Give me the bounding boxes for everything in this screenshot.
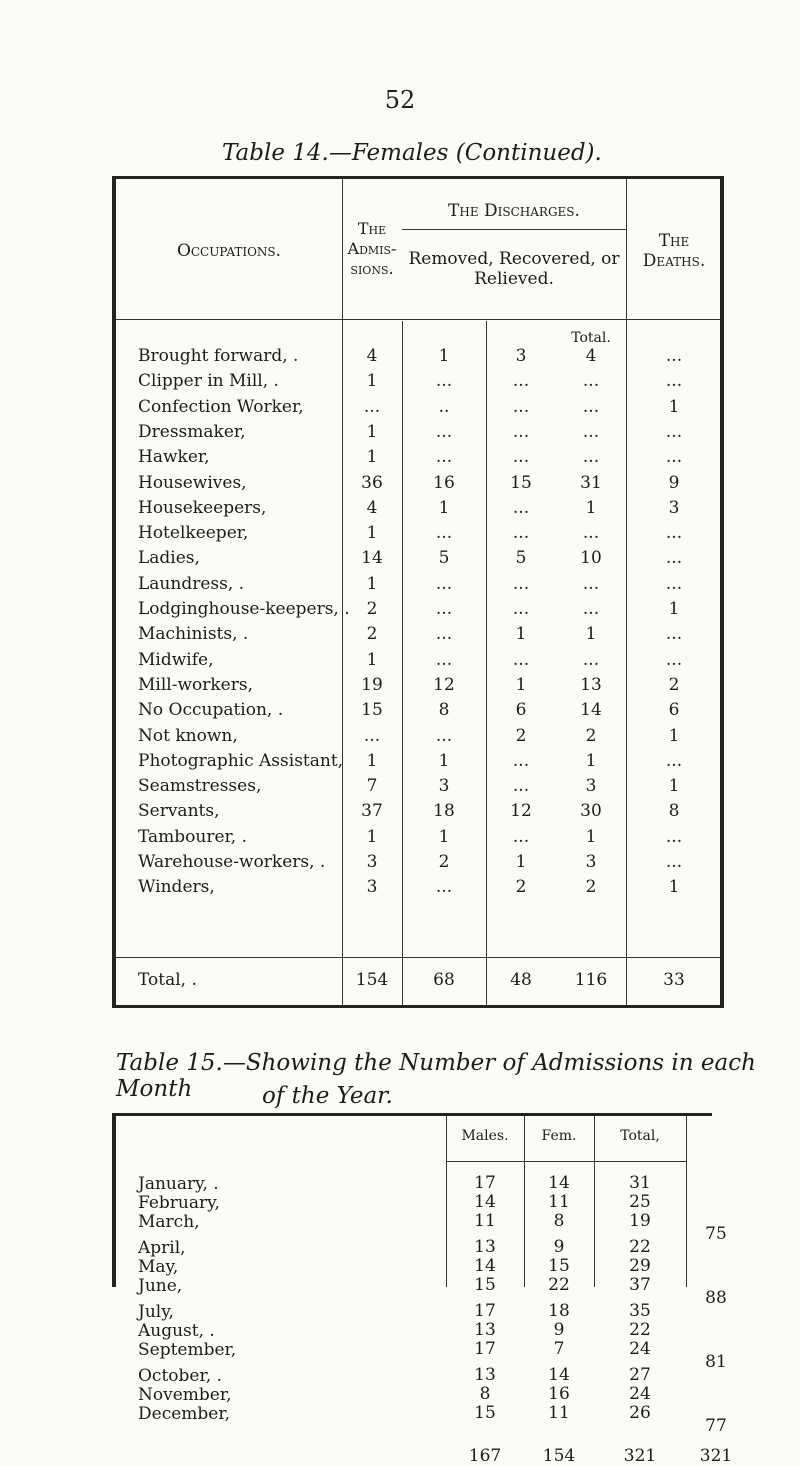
- table-cell-removed: ...: [435, 421, 453, 442]
- month-label: August, .: [138, 1321, 215, 1341]
- table-cell-adm: 36: [361, 472, 383, 493]
- total-cell: 25: [629, 1192, 651, 1212]
- table-cell-recovered: ...: [512, 649, 530, 670]
- header-deaths: The Deaths.: [642, 231, 706, 271]
- occupation-label: Ladies,: [138, 548, 200, 569]
- table-cell-deaths: ...: [665, 573, 683, 594]
- table-cell-adm: 1: [366, 447, 378, 468]
- males-cell: 15: [474, 1403, 496, 1423]
- table-cell-recovered: 2: [515, 877, 527, 898]
- table-cell-relieved: 14: [580, 700, 602, 721]
- males-cell: 13: [474, 1320, 496, 1340]
- table-cell-removed: 1: [438, 750, 450, 771]
- page-number: 52: [384, 86, 416, 114]
- table-cell-deaths: ...: [665, 421, 683, 442]
- total-cell-removed: 68: [433, 970, 455, 990]
- table-cell-relieved: 1: [585, 497, 597, 518]
- month-label: September,: [138, 1340, 237, 1360]
- table-cell-deaths: 1: [668, 877, 680, 898]
- occupation-label: Brought forward, .: [138, 346, 299, 366]
- header-occupations: Occupations.: [176, 241, 282, 261]
- total-cell: 22: [629, 1320, 651, 1340]
- occupation-label: Tambourer, .: [138, 826, 247, 847]
- table-cell-adm: 1: [366, 750, 378, 771]
- table-cell-relieved: ...: [582, 396, 600, 417]
- header-discharges: The Discharges.: [448, 201, 580, 221]
- quarter-total: 75: [705, 1224, 727, 1244]
- table-cell-deaths: ...: [665, 852, 683, 872]
- total-cell: 35: [629, 1301, 651, 1321]
- table-cell-deaths: 1: [668, 396, 680, 417]
- header-rule: [116, 319, 720, 320]
- males-cell: 8: [479, 1384, 491, 1404]
- table-cell-adm: 15: [361, 700, 383, 721]
- total-cell-adm: 154: [355, 970, 389, 990]
- table-cell-adm: 14: [361, 548, 383, 569]
- occupation-label: Warehouse-workers, .: [138, 852, 326, 872]
- fem-cell: 15: [548, 1256, 570, 1276]
- total-cell: 27: [629, 1365, 651, 1385]
- fem-cell: 7: [553, 1339, 565, 1359]
- table-15: [112, 1113, 733, 1466]
- table-cell-deaths: ...: [665, 346, 683, 366]
- fem-cell: 9: [553, 1320, 565, 1340]
- table-cell-adm: 4: [366, 497, 378, 518]
- month-label: October, .: [138, 1366, 222, 1386]
- table-cell-recovered: ...: [512, 523, 530, 544]
- occupation-label: Mill-workers,: [138, 674, 253, 695]
- table-14: [112, 176, 724, 1008]
- table-cell-deaths: ...: [665, 523, 683, 544]
- occupation-label: Lodginghouse-keepers, .: [138, 599, 350, 619]
- table-cell-relieved: 2: [585, 877, 597, 898]
- table-cell-removed: 1: [438, 826, 450, 847]
- table-cell-adm: 1: [366, 649, 378, 670]
- month-label: April,: [138, 1238, 186, 1258]
- month-label: January, .: [138, 1174, 219, 1194]
- header-admissions: The Admis-sions.: [347, 219, 397, 278]
- table14-caption: Table 14.—Females (Continued).: [222, 140, 602, 166]
- table-cell-removed: 1: [438, 497, 450, 518]
- table15-caption-line1: Table 15.—Showing the Number of Admissions in each Month: [116, 1050, 756, 1102]
- header-males: Males.: [461, 1128, 509, 1144]
- grand-total: 321: [623, 1446, 657, 1466]
- table-cell-relieved: ...: [582, 447, 600, 468]
- header-fem: Fem.: [541, 1128, 577, 1144]
- table-cell-adm: 3: [366, 877, 378, 898]
- table-cell-deaths: 1: [668, 599, 680, 619]
- males-cell: 17: [474, 1173, 496, 1193]
- table-cell-adm: 2: [366, 624, 378, 645]
- fem-total: 154: [542, 1446, 576, 1466]
- fem-cell: 9: [553, 1237, 565, 1257]
- table-cell-relieved: 1: [585, 826, 597, 847]
- males-cell: 14: [474, 1192, 496, 1212]
- occupation-label: Dressmaker,: [138, 421, 246, 442]
- table15-caption-line2: of the Year.: [262, 1083, 393, 1109]
- table-cell-adm: 1: [366, 421, 378, 442]
- total-cell-relieved: 116: [574, 970, 608, 990]
- table-cell-removed: ...: [435, 649, 453, 670]
- table-cell-removed: ...: [435, 725, 453, 746]
- total-label: Total, .: [138, 970, 197, 990]
- total-rule: [116, 957, 720, 958]
- table-cell-recovered: 12: [510, 801, 532, 822]
- table-cell-recovered: 1: [515, 674, 527, 695]
- occupation-label: Not known,: [138, 725, 238, 746]
- table-cell-adm: ...: [363, 396, 381, 417]
- table-cell-removed: ...: [435, 877, 453, 898]
- quarter-total: 81: [705, 1352, 727, 1372]
- males-cell: 17: [474, 1301, 496, 1321]
- table-cell-adm: ...: [363, 725, 381, 746]
- total-cell: 24: [629, 1339, 651, 1359]
- table-cell-recovered: ...: [512, 750, 530, 771]
- header-rule: [446, 1161, 686, 1162]
- table-cell-removed: ...: [435, 573, 453, 594]
- column-rule: [626, 321, 627, 1005]
- table-cell-recovered: ...: [512, 447, 530, 468]
- quarter-total: 88: [705, 1288, 727, 1308]
- males-cell: 13: [474, 1237, 496, 1257]
- total-cell: 22: [629, 1237, 651, 1257]
- table-cell-deaths: 6: [668, 700, 680, 721]
- table-cell-relieved: 3: [585, 852, 597, 872]
- occupation-label: Laundress, .: [138, 573, 245, 594]
- table-cell-removed: ...: [435, 523, 453, 544]
- table-cell-recovered: 6: [515, 700, 527, 721]
- males-cell: 14: [474, 1256, 496, 1276]
- table-cell-removed: ...: [435, 624, 453, 645]
- table-cell-removed: ...: [435, 447, 453, 468]
- occupation-label: Housekeepers,: [138, 497, 267, 518]
- total-cell: 26: [629, 1403, 651, 1423]
- occupation-label: Confection Worker,: [138, 396, 304, 417]
- quarter-total: 77: [705, 1416, 727, 1436]
- table-cell-relieved: 2: [585, 725, 597, 746]
- table-cell-relieved: ...: [582, 599, 600, 619]
- table-cell-adm: 2: [366, 599, 378, 619]
- fem-cell: 11: [548, 1192, 570, 1212]
- quarters-total: 321: [699, 1446, 733, 1466]
- table-cell-adm: 1: [366, 523, 378, 544]
- column-rule: [342, 179, 343, 1005]
- total-cell: 37: [629, 1275, 651, 1295]
- table-cell-recovered: 1: [515, 624, 527, 645]
- header-total: Total,: [620, 1128, 660, 1144]
- table-cell-adm: 3: [366, 852, 378, 872]
- table-cell-deaths: ...: [665, 624, 683, 645]
- table-cell-relieved: ...: [582, 573, 600, 594]
- occupation-label: Servants,: [138, 801, 220, 822]
- males-total: 167: [468, 1446, 502, 1466]
- table-cell-removed: 3: [438, 776, 450, 797]
- table-cell-removed: 16: [433, 472, 455, 493]
- table-cell-relieved: ...: [582, 421, 600, 442]
- table-cell-recovered: ...: [512, 421, 530, 442]
- table-cell-removed: ...: [435, 599, 453, 619]
- occupation-label: Hotelkeeper,: [138, 523, 249, 544]
- table-cell-relieved: 4: [585, 346, 597, 366]
- month-label: March,: [138, 1212, 200, 1232]
- occupation-label: Midwife,: [138, 649, 214, 670]
- table-cell-recovered: ...: [512, 396, 530, 417]
- table-cell-deaths: ...: [665, 548, 683, 569]
- table-cell-recovered: 2: [515, 725, 527, 746]
- occupation-label: Hawker,: [138, 447, 210, 468]
- occupation-label: Winders,: [138, 877, 215, 898]
- table-cell-recovered: ...: [512, 371, 530, 392]
- table-cell-removed: 1: [438, 346, 450, 366]
- table-cell-adm: 1: [366, 371, 378, 392]
- fem-cell: 22: [548, 1275, 570, 1295]
- males-cell: 15: [474, 1275, 496, 1295]
- table-cell-deaths: ...: [665, 649, 683, 670]
- table-cell-recovered: 1: [515, 852, 527, 872]
- month-label: June,: [138, 1276, 183, 1296]
- table-cell-relieved: 31: [580, 472, 602, 493]
- table-cell-recovered: 15: [510, 472, 532, 493]
- males-cell: 17: [474, 1339, 496, 1359]
- occupation-label: Machinists, .: [138, 624, 249, 645]
- table-cell-recovered: ...: [512, 776, 530, 797]
- fem-cell: 14: [548, 1173, 570, 1193]
- table-cell-adm: 19: [361, 674, 383, 695]
- column-rule: [686, 1116, 687, 1287]
- occupation-label: Clipper in Mill, .: [138, 371, 279, 392]
- table-cell-adm: 1: [366, 826, 378, 847]
- table-cell-deaths: ...: [665, 750, 683, 771]
- table-cell-deaths: ...: [665, 371, 683, 392]
- table-cell-removed: 5: [438, 548, 450, 569]
- total-cell-recovered: 48: [510, 970, 532, 990]
- table-cell-relieved: ...: [582, 649, 600, 670]
- month-label: July,: [138, 1302, 174, 1322]
- fem-cell: 11: [548, 1403, 570, 1423]
- total-cell: 31: [629, 1173, 651, 1193]
- table-cell-adm: 4: [366, 346, 378, 366]
- table-cell-relieved: ...: [582, 523, 600, 544]
- table-cell-deaths: 8: [668, 801, 680, 822]
- table-cell-recovered: 3: [515, 346, 527, 366]
- table-cell-relieved: 1: [585, 624, 597, 645]
- table-cell-deaths: 3: [668, 497, 680, 518]
- table-cell-deaths: 2: [668, 674, 680, 695]
- table-cell-deaths: 1: [668, 725, 680, 746]
- table-cell-deaths: ...: [665, 826, 683, 847]
- fem-cell: 18: [548, 1301, 570, 1321]
- table-cell-removed: ...: [435, 371, 453, 392]
- occupation-label: Photographic Assistant,: [138, 750, 344, 771]
- table-cell-recovered: ...: [512, 826, 530, 847]
- table-cell-deaths: ...: [665, 447, 683, 468]
- month-label: December,: [138, 1404, 230, 1424]
- table-cell-adm: 7: [366, 776, 378, 797]
- table-cell-recovered: ...: [512, 599, 530, 619]
- table-cell-recovered: 5: [515, 548, 527, 569]
- month-label: May,: [138, 1257, 179, 1277]
- table-cell-deaths: 9: [668, 472, 680, 493]
- table-cell-relieved: 10: [580, 548, 602, 569]
- table-cell-relieved: 1: [585, 750, 597, 771]
- occupation-label: Housewives,: [138, 472, 247, 493]
- month-label: February,: [138, 1193, 220, 1213]
- occupation-label: No Occupation, .: [138, 700, 284, 721]
- total-cell: 29: [629, 1256, 651, 1276]
- table-cell-deaths: 1: [668, 776, 680, 797]
- males-cell: 13: [474, 1365, 496, 1385]
- header-removed: Removed, Recovered, or Relieved.: [408, 249, 620, 289]
- table-cell-removed: 2: [438, 852, 450, 872]
- table-cell-relieved: ...: [582, 371, 600, 392]
- table-cell-removed: 18: [433, 801, 455, 822]
- table-cell-removed: 12: [433, 674, 455, 695]
- fem-cell: 8: [553, 1211, 565, 1231]
- header-rule: [402, 229, 626, 230]
- table-cell-removed: 8: [438, 700, 450, 721]
- total-cell: 24: [629, 1384, 651, 1404]
- table-cell-adm: 37: [361, 801, 383, 822]
- table-cell-recovered: ...: [512, 573, 530, 594]
- males-cell: 11: [474, 1211, 496, 1231]
- table-cell-relieved: 3: [585, 776, 597, 797]
- fem-cell: 16: [548, 1384, 570, 1404]
- month-label: November,: [138, 1385, 232, 1405]
- fem-cell: 14: [548, 1365, 570, 1385]
- table-cell-adm: 1: [366, 573, 378, 594]
- table-cell-recovered: ...: [512, 497, 530, 518]
- occupation-label: Seamstresses,: [138, 776, 262, 797]
- table-cell-removed: ..: [438, 396, 450, 417]
- total-cell: 19: [629, 1211, 651, 1231]
- total-column-note: Total.: [571, 330, 611, 346]
- table-cell-relieved: 13: [580, 674, 602, 695]
- table-cell-relieved: 30: [580, 801, 602, 822]
- total-cell-deaths: 33: [663, 970, 685, 990]
